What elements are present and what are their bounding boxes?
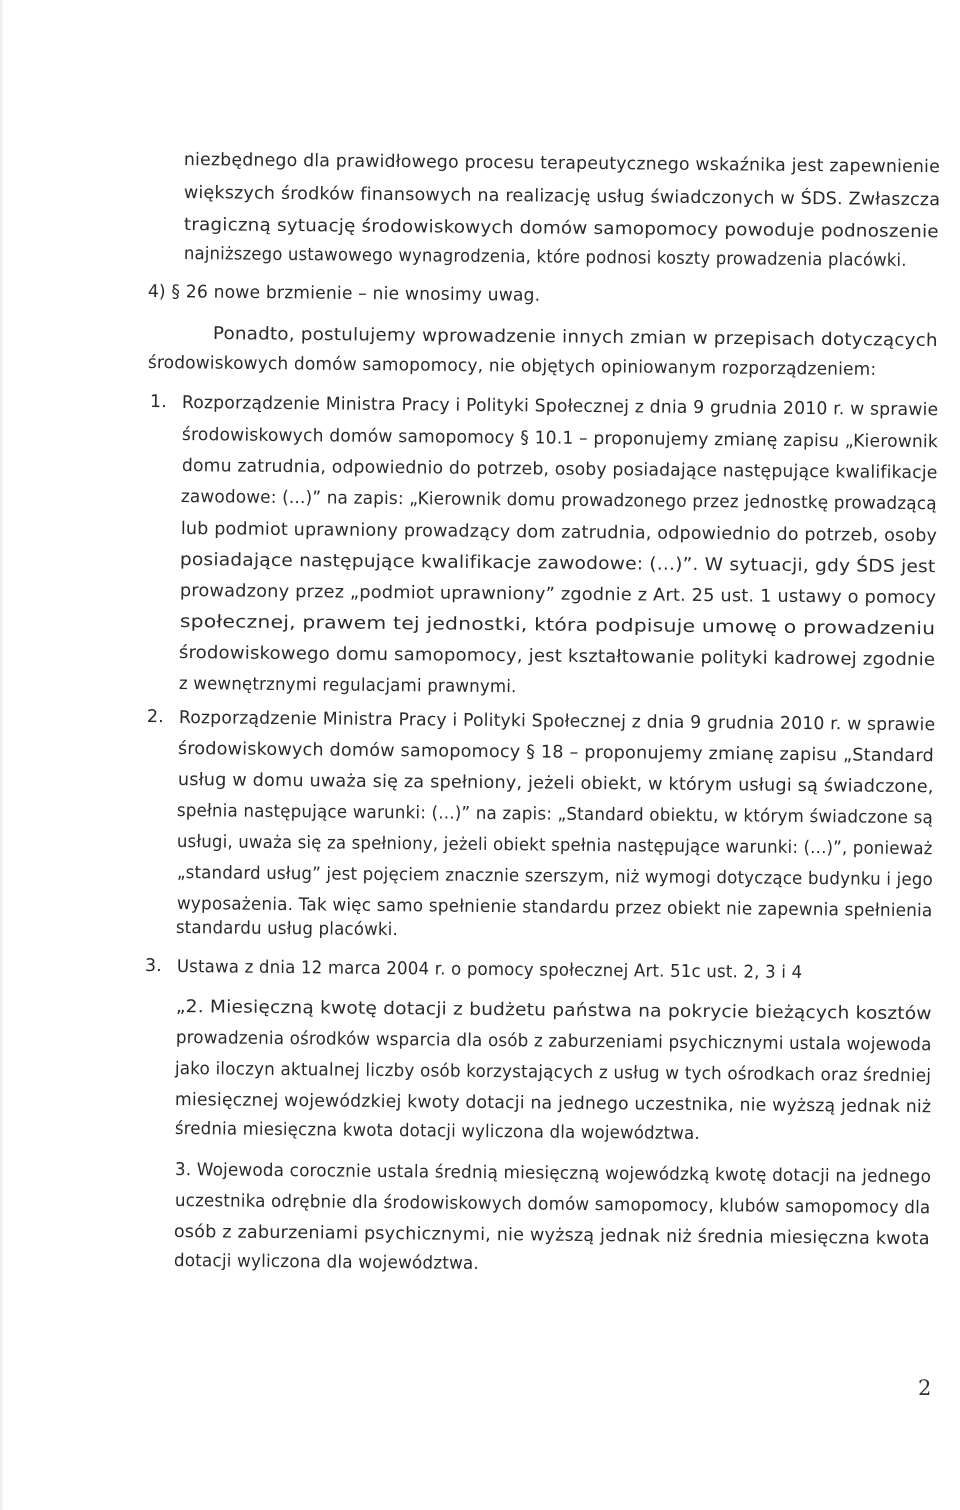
point-1-line: Rozporządzenie Ministra Pracy i Polityki Społecznej z dnia 9 grudnia 2010 r. w sprawie bbox=[181, 392, 939, 421]
quote-2-line: miesięcznej wojewódzkiej kwoty dotacji na jednego uczestnika, nie wyższą jednak niż bbox=[174, 1090, 932, 1118]
point-1-line: domu zatrudnia, odpowiednio do potrzeb, osoby posiadające następujące kwalifikacje bbox=[181, 455, 938, 484]
quote-2-line: „2. Miesięczną kwotę dotacji z budżetu państwa na pokrycie bieżących kosztów bbox=[175, 996, 932, 1025]
point-2-line: standardu usług placówki. bbox=[175, 917, 399, 941]
point-3-number: 3. bbox=[144, 955, 163, 977]
point-1-line: z wewnętrznymi regulacjami prawnymi. bbox=[178, 673, 517, 698]
point-1-line: środowiskowych domów samopomocy § 10.1 – proponujemy zmianę zapisu „Kierownik bbox=[181, 424, 939, 453]
point-2-line: spełnia następujące warunki: (...)” na zapis: „Standard obiektu, w którym świadczone są bbox=[176, 800, 934, 829]
intro-line: niezbędnego dla prawidłowego procesu terapeutycznego wskaźnika jest zapewnienie bbox=[183, 149, 941, 178]
point-2-line: usług w domu uważa się za spełniony, jeżeli obiekt, w którym usługi są świadczone, bbox=[177, 769, 934, 798]
page-number: 2 bbox=[918, 1376, 932, 1400]
point-1-line: prowadzony przez „podmiot uprawniony” zgodnie z Art. 25 ust. 1 ustawy o pomocy bbox=[179, 580, 937, 609]
quote-2-line: prowadzenia ośrodków wsparcia dla osób z zaburzeniami psychicznymi ustala wojewoda bbox=[175, 1028, 932, 1056]
point-2-line: usługi, uważa się za spełniony, jeżeli obiekt spełnia następujące warunki: (...)”, ponieważ bbox=[176, 831, 933, 860]
point-1-line: środowiskowego domu samopomocy, jest kształtowanie polityki kadrowej zgodnie bbox=[178, 642, 936, 671]
point-1-line: zawodowe: (...)” na zapis: „Kierownik domu prowadzonego przez jednostkę prowadzącą bbox=[180, 486, 937, 515]
point-1-line: posiadające następujące kwalifikacje zawodowe: (...)”. W sytuacji, gdy ŚDS jest bbox=[179, 549, 936, 578]
intro-line: najniższego ustawowego wynagrodzenia, które podnosi koszty prowadzenia placówki. bbox=[183, 243, 907, 271]
quote-3-line: 3. Wojewoda corocznie ustala średnią miesięczną wojewódzką kwotę dotacji na jednego bbox=[174, 1160, 932, 1188]
quote-3-line: uczestnika odrębnie dla środowiskowych domów samopomocy, klubów samopomocy dla bbox=[174, 1191, 931, 1219]
ponadto-line: środowiskowych domów samopomocy, nie objętych opiniowanym rozporządzeniem: bbox=[147, 352, 877, 380]
quote-3-line: dotacji wyliczona dla województwa. bbox=[173, 1251, 480, 1274]
point-2-line: środowiskowych domów samopomocy § 18 – proponujemy zmianę zapisu „Standard bbox=[177, 738, 935, 767]
quote-2-line: jako iloczyn aktualnej liczby osób korzystających z usług w tych ośrodkach oraz średniej bbox=[174, 1059, 932, 1087]
quote-2-line: średnia miesięczna kwota dotacji wyliczona dla województwa. bbox=[174, 1119, 700, 1145]
point-1-line: społecznej, prawem tej jednostki, która podpisuje umowę o prowadzeniu bbox=[179, 611, 936, 640]
point-2-line: Rozporządzenie Ministra Pracy i Polityki Społecznej z dnia 9 grudnia 2010 r. w sprawie bbox=[178, 707, 936, 736]
point-3-heading: Ustawa z dnia 12 marca 2004 r. o pomocy społecznej Art. 51c ust. 2, 3 i 4 bbox=[176, 956, 803, 984]
scan-edge bbox=[0, 0, 4, 1510]
item-4-line: 4) § 26 nowe brzmienie – nie wnosimy uwag. bbox=[147, 281, 541, 306]
point-2-line: „standard usług” jest pojęciem znacznie szerszym, niż wymogi dotyczące budynku i jego bbox=[176, 862, 933, 891]
ponadto-line: Ponadto, postulujemy wprowadzenie innych zmian w przepisach dotyczących bbox=[212, 323, 938, 351]
intro-line: większych środków finansowych na realizację usług świadczonych w ŚDS. Zwłaszcza bbox=[183, 182, 941, 211]
point-2-number: 2. bbox=[146, 706, 165, 728]
point-2-line: wyposażenia. Tak więc samo spełnienie standardu przez obiekt nie zapewnia spełnienia bbox=[176, 893, 933, 922]
point-1-number: 1. bbox=[149, 391, 168, 413]
intro-line: tragiczną sytuację środowiskowych domów samopomocy powoduje podnoszenie bbox=[183, 214, 939, 243]
quote-3-line: osób z zaburzeniami psychicznymi, nie wyższą jednak niż średnia miesięczna kwota bbox=[173, 1222, 930, 1250]
point-1-line: lub podmiot uprawniony prowadzący dom zatrudnia, odpowiednio do potrzeb, osoby bbox=[180, 518, 938, 547]
